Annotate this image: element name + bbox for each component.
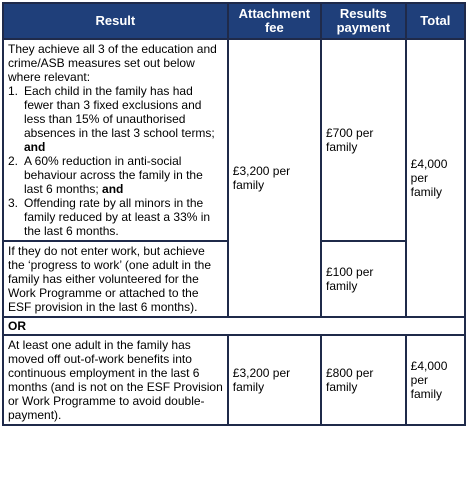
result-cell-progress-to-work: If they do not enter work, but achieve the ‘progress to work’ (one adult in the family has either volunteered for the Work Programme or attached to the ESF provision in the last 6 months). [3, 241, 228, 317]
table-row-education-crime [3, 39, 465, 241]
result-intro: They achieve all 3 of the education and crime/ASB measures set out below where relevant: [8, 42, 217, 84]
results-payment-cell-education-crime: £700 per family [321, 39, 406, 241]
header-result: Result [3, 3, 228, 39]
measure-conjunction: and [102, 182, 124, 196]
payment-table-wrapper [2, 2, 466, 426]
header-total: Total [406, 3, 465, 39]
table-row-employment [3, 335, 465, 425]
measures-list [8, 84, 223, 238]
measure-conjunction: and [24, 140, 46, 154]
table-header-row [3, 3, 465, 39]
header-attachment-fee: Attachment fee [228, 3, 321, 39]
or-separator: OR [3, 317, 465, 335]
total-cell-group1: £4,000 per family [406, 39, 465, 317]
measure-text: Offending rate by all minors in the family reduced by at least a 33% in the last 6 months. [24, 196, 211, 238]
result-cell-employment: At least one adult in the family has moved off out-of-work benefits into continuous employment in the last 6 months (and is not on the ESF Provision or Work Programme to avoid double-payment). [3, 335, 228, 425]
table-row-or-separator [3, 317, 465, 335]
measure-text: A 60% reduction in anti-social behaviour across the family in the last 6 months; [24, 154, 203, 196]
measure-item-1 [8, 84, 223, 154]
measure-item-3 [8, 196, 223, 238]
payment-results-table [2, 2, 466, 426]
measure-number: 1. [8, 84, 19, 98]
results-payment-cell-progress-to-work: £100 per family [321, 241, 406, 317]
measure-item-2 [8, 154, 223, 196]
results-payment-cell-employment: £800 per family [321, 335, 406, 425]
total-cell-employment: £4,000 per family [406, 335, 465, 425]
measure-number: 2. [8, 154, 19, 168]
measure-text: Each child in the family has had fewer than 3 fixed exclusions and less than 15% of unauthorised absences in the last 3 school terms; [24, 84, 215, 140]
header-results-payment: Results payment [321, 3, 406, 39]
result-cell-education-crime [3, 39, 228, 241]
attachment-fee-cell-employment: £3,200 per family [228, 335, 321, 425]
measure-number: 3. [8, 196, 19, 210]
attachment-fee-cell-group1: £3,200 per family [228, 39, 321, 317]
